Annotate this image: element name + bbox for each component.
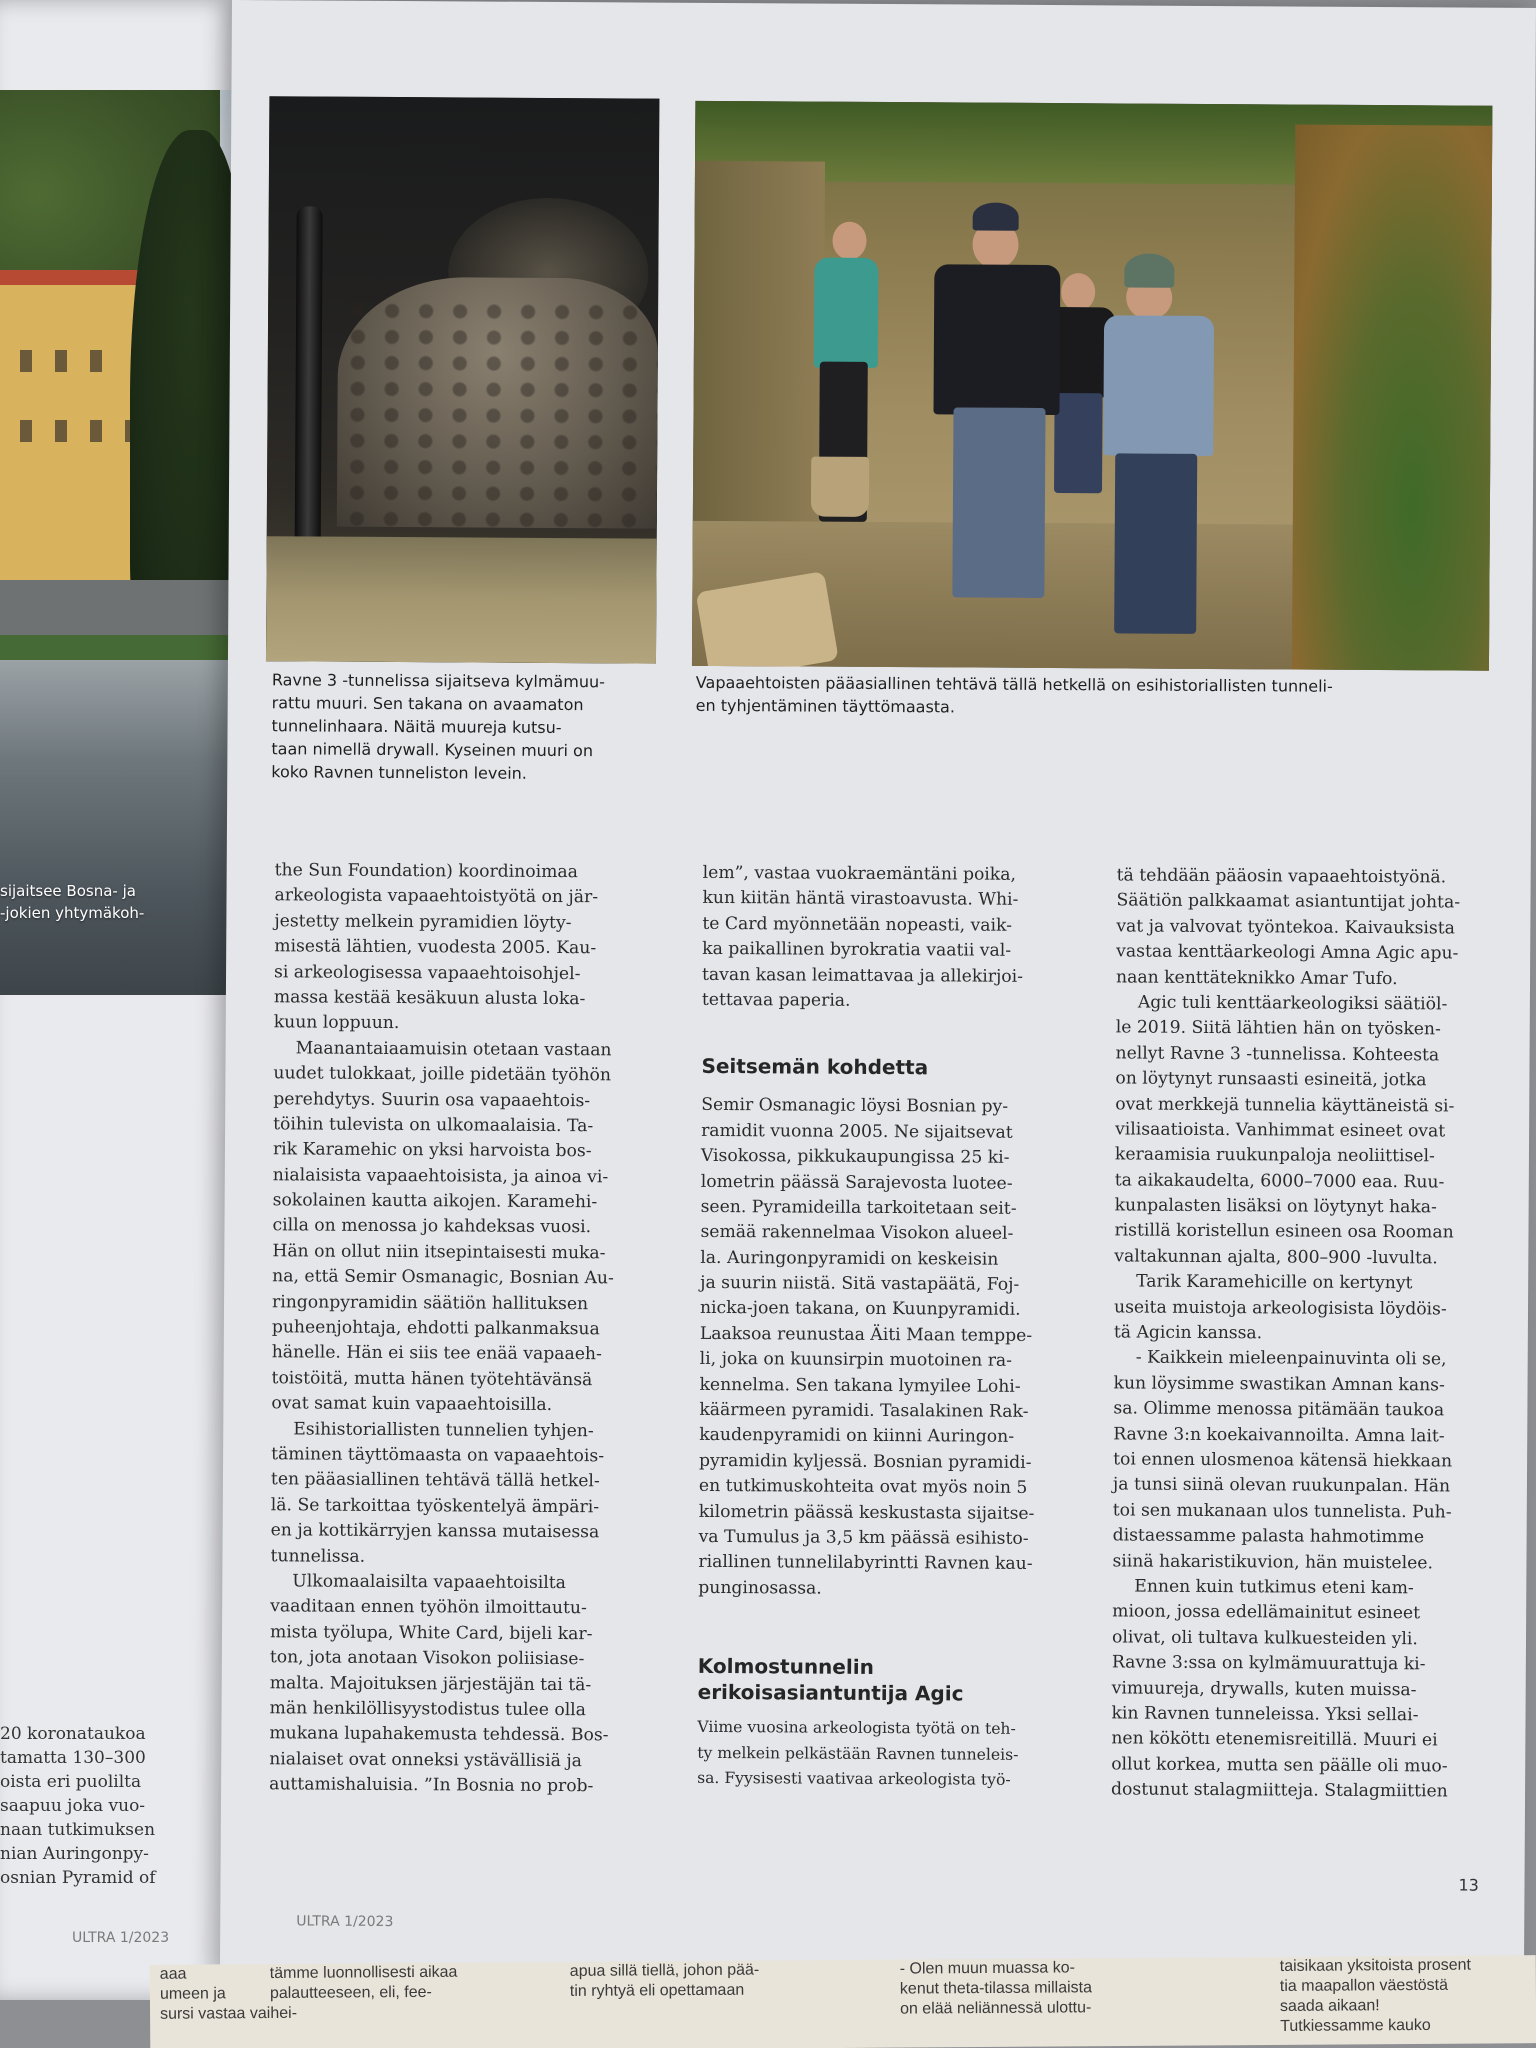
text-line: 20 koronataukoa <box>0 1724 146 1744</box>
text-line: si arkeologisessa vapaaehtoisohjel- <box>274 961 581 984</box>
text-line: toi ennen ulosmenoa kätensä hiekkaan <box>1113 1449 1453 1472</box>
caption-line: tämme luonnollisesti aikaa <box>269 1963 458 1983</box>
caption-line: Ravne 3 -tunnelissa sijaitseva kylmämuu- <box>271 670 605 692</box>
text-line: keraamisia ruukunpaloja neoliittisel- <box>1114 1144 1435 1167</box>
text-line: nian Auringonpy- <box>0 1844 149 1864</box>
text-line: ten pääasiallinen tehtävä tällä hetkel- <box>270 1469 600 1492</box>
caption-line: en tyhjentäminen täyttömaasta. <box>695 695 956 717</box>
text-line: ristillä koristellun esineen osa Rooman <box>1114 1220 1454 1243</box>
text-line: ka paikallinen byrokratia vaatii val- <box>702 939 1012 961</box>
left-page <box>0 0 250 2000</box>
text-line: kilometrin päässä keskustasta sijaitse- <box>698 1501 1035 1524</box>
text-line: olivat, oli tultava kulkuesteiden yli. <box>1111 1627 1418 1649</box>
left-page-text <box>0 1722 240 1890</box>
text-line: puheenjohtaja, ehdotti palkanmaksua <box>271 1317 600 1340</box>
text-line: tettavaa paperia. <box>701 989 851 1011</box>
text-line: riallinen tunnelilabyrintti Ravnen kau- <box>698 1552 1033 1575</box>
article-column-3 <box>1111 863 1517 1805</box>
magazine-page <box>220 0 1536 1983</box>
caption-line: tia maapallon väestöstä <box>1279 1976 1449 1995</box>
text-line: nialaiset ovat onneksi ystävällisiä ja <box>269 1748 582 1771</box>
text-line: seen. Pyramideilla tarkoitetaan seit- <box>700 1196 1017 1219</box>
article-column-2 <box>697 861 1103 1794</box>
text-line: en ja kottikärryjen kanssa mutaisessa <box>270 1520 600 1543</box>
caption-line: aaa <box>159 1965 187 1983</box>
text-line: ta aikakaudelta, 6000–7000 eaa. Ruu- <box>1114 1170 1445 1193</box>
text-line: Visokossa, pikkukaupungissa 25 ki- <box>700 1146 1010 1168</box>
caption-line: - Olen muun muassa ko- <box>899 1959 1076 1978</box>
text-line: lem”, vastaa vuokraemäntäni poika, <box>702 862 1017 885</box>
text-line: töihin tulevista on ulkomaalaisia. Ta- <box>273 1114 594 1137</box>
text-line: le 2019. Siitä lähtien hän on työsken- <box>1115 1017 1441 1040</box>
section-heading-seitseman-kohdetta: Seitsemän kohdetta <box>701 1054 929 1080</box>
text-line: lometrin päässä Sarajevosta luotee- <box>700 1171 1013 1194</box>
underlying-text-block <box>900 1958 1093 2019</box>
text-line: uudet tulokkaat, joille pidetään työhön <box>273 1063 612 1086</box>
text-line: ty melkein pelkästään Ravnen tunneleis- <box>697 1743 1019 1764</box>
caption-line: apua sillä tiellä, johon pää- <box>569 1961 760 1980</box>
caption-line: sursi vastaa vaihei- <box>159 2004 298 2023</box>
text-line: saapuu joka vuo- <box>0 1796 146 1816</box>
text-line: sokolainen kautta aikojen. Karamehi- <box>272 1190 598 1213</box>
text-line: nellyt Ravne 3 -tunnelissa. Kohteesta <box>1115 1043 1440 1066</box>
text-line: en tutkimuskohteita ovat myös noin 5 <box>698 1476 1028 1499</box>
text-line: hänelle. Hän ei siis tee enää vapaaeh- <box>271 1342 602 1365</box>
text-line: pyramidin kyljessä. Bosnian pyramidi- <box>699 1450 1032 1473</box>
text-line: malta. Majoituksen järjestäjän tai tä- <box>269 1672 592 1695</box>
text-line: rik Karamehic on yksi harvoista bos- <box>272 1139 592 1162</box>
text-line: kin Ravnen tunneleissa. Yksi sellai- <box>1111 1703 1419 1726</box>
text-line: naan tutkimuksen <box>0 1820 156 1840</box>
tunnel-wall-photo <box>266 96 659 663</box>
text-line: naan kenttäteknikko Amar Tufo. <box>1115 966 1398 989</box>
text-line: vat ja valvovat työntekoa. Kaivauksista <box>1116 916 1455 939</box>
text-line: mista työlupa, White Card, bijeli kar- <box>269 1621 593 1644</box>
text-line: massa kestää kesäkuun alusta loka- <box>273 987 586 1010</box>
text-line: kunpalasten lisäksi on löytynyt haka- <box>1114 1195 1437 1218</box>
text-line: na, että Semir Osmanagic, Bosnian Au- <box>272 1266 614 1289</box>
text-line: Agic tuli kenttäarkeologiksi säätiöl- <box>1137 992 1448 1015</box>
text-line: misestä lähtien, vuodesta 2005. Kau- <box>274 936 597 959</box>
caption-line: tin ryhtyä eli opettamaan <box>569 1981 745 2000</box>
text-line: käärmeen pyramidi. Tasalakinen Rak- <box>699 1399 1029 1422</box>
underlying-text-block <box>1280 1956 1472 2037</box>
underlying-text-block <box>270 1963 458 2004</box>
text-line: kennelma. Sen takana lymyilee Lohi- <box>699 1374 1021 1397</box>
text-line: Ravne 3:ssa on kylmämuurattuja ki- <box>1111 1652 1426 1675</box>
text-line: Hän on ollut niin itsepintaisesti muka- <box>272 1241 606 1264</box>
text-line: kun löysimme swastikan Amnan kans- <box>1113 1373 1445 1396</box>
text-line: nen kököttı etenemisreitillä. Muuri ei <box>1111 1728 1438 1751</box>
page-number: 13 <box>1458 1875 1479 1895</box>
text-line: the Sun Foundation) koordinoimaa <box>274 860 578 883</box>
caption-line: umeen ja <box>159 1985 226 2003</box>
caption-line: taan nimellä drywall. Kyseinen muuri on <box>271 739 594 761</box>
text-line: ja tunsi siinä olevan ruukunpalan. Hän <box>1112 1474 1451 1497</box>
text-line: siinä hakaristikuvion, hän muistelee. <box>1112 1550 1434 1573</box>
text-line: va Tumulus ja 3,5 km päässä esihisto- <box>698 1526 1029 1549</box>
text-line: Semir Osmanagic löysi Bosnian py- <box>701 1095 1009 1118</box>
text-line: la. Auringonpyramidi on keskeisin <box>700 1247 999 1270</box>
text-line: kuun loppuun. <box>273 1012 400 1034</box>
text-line: ramidit vuonna 2005. Ne sijaitsevat <box>701 1120 1013 1143</box>
caption-line: kenut theta-tilassa millaista <box>899 1979 1093 1998</box>
text-line: vimuureja, drywalls, kuten muissa- <box>1111 1677 1417 1700</box>
text-line: vaaditaan ennen työhön ilmoittautu- <box>270 1596 587 1619</box>
text-line: auttamishaluisia. ”In Bosnia no prob- <box>269 1774 594 1797</box>
text-line: Ulkomaalaisilta vapaaehtoisilta <box>292 1571 567 1594</box>
text-line: vastaa kenttäarkeologi Amna Agic apu- <box>1116 941 1459 964</box>
text-line: li, joka on kuunsirpin muotoinen ra- <box>699 1349 1013 1372</box>
text-line: jestetty melkein pyramidien löyty- <box>274 911 572 933</box>
text-line: ovat merkkejä tunnelia käyttäneistä si- <box>1115 1093 1455 1117</box>
underlying-text-block <box>570 1961 760 2002</box>
heading-line: Kolmostunnelin <box>697 1654 874 1680</box>
text-line: sa. Fyysisesti vaativaa arkeologista työ- <box>697 1768 1011 1789</box>
text-line: Säätiön palkkaamat asiantuntijat johta- <box>1116 890 1461 913</box>
section-heading-kolmostunnelin <box>698 1653 1098 1707</box>
text-line: ollut korkea, mutta sen päälle oli muo- <box>1111 1754 1448 1777</box>
text-line: perehdytys. Suurin osa vapaaehtois- <box>273 1088 591 1111</box>
text-line: te Card myönnetään nopeasti, vaik- <box>702 913 1013 936</box>
text-line: tavan kasan leimattavaa ja allekirjoi- <box>701 964 1024 987</box>
text-line: tä tehdään pääosin vapaaehtoistyönä. <box>1116 865 1447 888</box>
text-line: osnian Pyramid of <box>0 1868 156 1888</box>
text-line: Esihistoriallisten tunnelien tyhjen- <box>293 1418 594 1441</box>
left-photo-caption <box>0 880 236 924</box>
text-line: Tarik Karamehicille on kertynyt <box>1136 1271 1413 1294</box>
text-line: distaessamme palasta hahmotimme <box>1112 1525 1425 1548</box>
text-line: on löytynyt runsaasti esineitä, jotka <box>1115 1068 1427 1091</box>
text-line: nialaisista vapaaehtoisista, ja ainoa vi- <box>272 1164 609 1188</box>
caption-line: Vapaaehtoisten pääasiallinen tehtävä tällä hetkellä on esihistoriallisten tunneli- <box>695 672 1333 696</box>
caption-line: on elää neliännessä ulottu- <box>899 1999 1092 2018</box>
text-line: nicka-joen takana, on Kuunpyramidi. <box>699 1298 1021 1321</box>
volunteers-photo-caption <box>696 671 1496 722</box>
text-line: tä Agicin kanssa. <box>1113 1322 1263 1344</box>
article-column-1 <box>269 858 675 1800</box>
volunteers-photo <box>692 101 1492 671</box>
text-line: semää rakennelmaa Visokon alueel- <box>700 1222 1014 1245</box>
left-page-photo <box>0 90 236 995</box>
text-line: ovat samat kuin vapaaehtoisilla. <box>271 1393 553 1416</box>
text-line: Ravne 3:n koekaivannoilta. Amna lait- <box>1113 1424 1445 1447</box>
caption-line: palautteeseen, eli, fee- <box>269 1983 432 2003</box>
text-line: Ennen kuin tutkimus eteni kam- <box>1134 1576 1414 1599</box>
text-line: - Kaikkein mieleenpainuvinta oli se, <box>1135 1347 1447 1370</box>
text-line: mioon, jossa edellämainitut esineet <box>1112 1601 1421 1624</box>
text-line: toistöitä, mutta hänen työtehtävänsä <box>271 1368 593 1391</box>
text-line: dostunut stalagmiitteja. Stalagmiittien <box>1111 1779 1448 1802</box>
text-line: punginosassa. <box>698 1577 822 1599</box>
text-line: mukana lupahakemusta tehdessä. Bos- <box>269 1723 609 1746</box>
underlying-magazine-strip <box>150 1955 1536 2048</box>
left-page-footer: ULTRA 1/2023 <box>72 1930 170 1946</box>
caption-line: tunnelinhaara. Näitä muureja kutsu- <box>271 716 562 738</box>
text-line: täminen täyttömaasta on vapaaehtois- <box>271 1444 605 1467</box>
text-line: Viime vuosina arkeologista työtä on teh- <box>697 1718 1016 1738</box>
text-line: valtakunnan ajalta, 800–900 -luvulta. <box>1114 1246 1438 1269</box>
text-line: lä. Se tarkoittaa työskentelyä ämpäri- <box>270 1495 600 1518</box>
page-footer: ULTRA 1/2023 <box>296 1913 394 1931</box>
text-line: kun kiitän häntä virastoavusta. Whi- <box>702 888 1019 911</box>
text-line: män henkilöllisyystodistus tulee olla <box>269 1698 587 1721</box>
text-line: oista eri puolilta <box>0 1772 142 1792</box>
text-line: sa. Olimme menossa pitämään taukoa <box>1113 1398 1445 1421</box>
text-line: tamatta 130–300 <box>0 1748 146 1768</box>
text-line: arkeologista vapaaehtoistyötä on jär- <box>274 885 599 908</box>
column-2-body <box>698 1093 1101 1603</box>
text-line: vilisaatioista. Vanhimmat esineet ovat <box>1115 1119 1446 1142</box>
caption-line: saada aikaan! <box>1279 1997 1380 2015</box>
text-line: cilla on menossa jo kahdeksas vuosi. <box>272 1215 592 1238</box>
text-line: ringonpyramidin säätiön hallituksen <box>271 1291 589 1314</box>
text-line: tunnelissa. <box>270 1545 366 1567</box>
text-line: useita muistoja arkeologisista löydöis- <box>1113 1297 1447 1320</box>
caption-line: Tutkiessamme kauko <box>1280 2016 1431 2035</box>
column-2-end <box>697 1715 1097 1794</box>
text-line: toi sen mukanaan ulos tunnelista. Puh- <box>1112 1500 1452 1523</box>
caption-line: taisikaan yksitoista prosent <box>1279 1956 1472 1975</box>
caption-line: koko Ravnen tunneliston levein. <box>271 762 527 783</box>
text-line: Laaksoa reunustaa Äiti Maan temppe- <box>699 1323 1033 1346</box>
column-2-intro <box>702 861 1103 1016</box>
tunnel-photo-caption <box>271 668 662 785</box>
caption-line: rattu muuri. Sen takana on avaamaton <box>271 693 584 715</box>
text-line: Maanantaiaamuisin otetaan vastaan <box>295 1038 612 1061</box>
heading-line: erikoisasiantuntija Agic <box>697 1680 964 1706</box>
caption-line: -jokien yhtymäkoh- <box>0 904 145 922</box>
text-line: ton, jota anotaan Visokon poliisiase- <box>269 1647 585 1670</box>
text-line: kaudenpyramidi on kiinni Auringon- <box>699 1425 1015 1448</box>
text-line: ja suurin niistä. Sitä vastapäätä, Foj- <box>700 1272 1020 1295</box>
caption-line: sijaitsee Bosna- ja <box>0 882 136 900</box>
